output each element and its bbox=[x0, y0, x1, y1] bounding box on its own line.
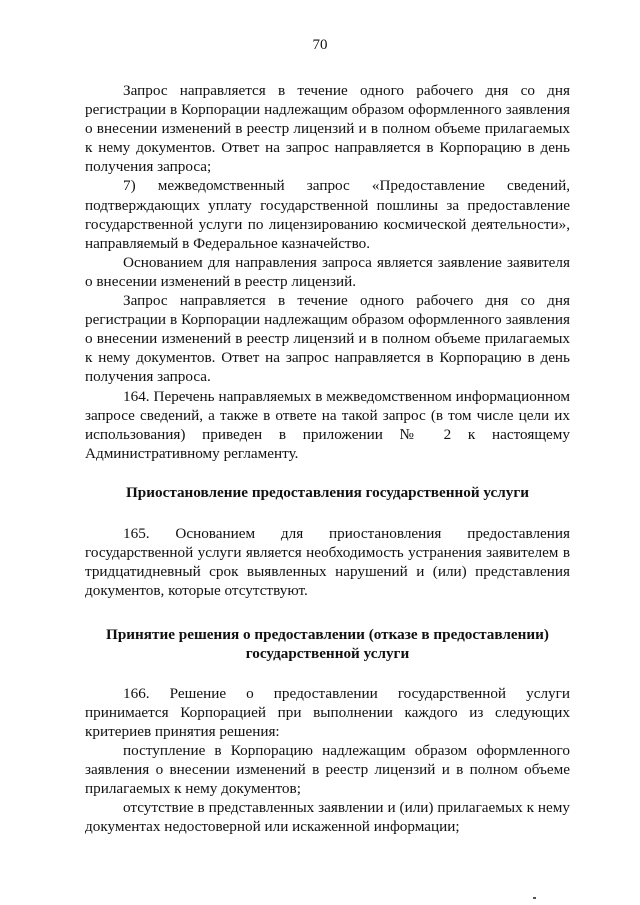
scan-artifact bbox=[533, 897, 536, 899]
paragraph-164: 164. Перечень направляемых в межведомственном информационном запросе сведений, а также в ответе на такой запрос (в том числе цели их использования) приведен в приложении № 2 к настоящему Административному регламенту. bbox=[85, 387, 570, 462]
document-body bbox=[85, 81, 570, 836]
paragraph-request-basis: Основанием для направления запроса является заявление заявителя о внесении изменений в реестр лицензий. bbox=[85, 253, 570, 290]
paragraph-criterion-accuracy: отсутствие в представленных заявлении и (или) прилагаемых к нему документах недостоверной или искаженной информации; bbox=[85, 799, 570, 836]
heading-decision-line-1: Принятие решения о предоставлении (отказе в предоставлении) bbox=[106, 626, 549, 644]
paragraph-166: 166. Решение о предоставлении государственной услуги принимается Корпорацией при выполнении каждого из следующих критериев принятия решения: bbox=[85, 684, 570, 740]
paragraph-criterion-submission: поступление в Корпорацию надлежащим образом оформленного заявления о внесении изменений в реестр лицензий и в полном объеме прилагаемых к нему документов; bbox=[85, 741, 570, 797]
heading-decision bbox=[85, 625, 570, 663]
paragraph-165: 165. Основанием для приостановления предоставления государственной услуги является необходимость устранения заявителем в тридцатидневный срок выявленных нарушений и (или) представления документов, которые отсутствуют. bbox=[85, 524, 570, 600]
heading-suspension: Приостановление предоставления государственной услуги bbox=[125, 483, 530, 501]
paragraph-request-deadline-1: Запрос направляется в течение одного рабочего дня со дня регистрации в Корпорации надлежащим образом оформленного заявления о внесении изменений в реестр лицензий и в полном объеме прилагаемых к нему документов. Ответ на запрос направляется в Корпорацию в день получения запроса; bbox=[85, 82, 570, 176]
paragraph-request-deadline-2: Запрос направляется в течение одного рабочего дня со дня регистрации в Корпорации надлежащим образом оформленного заявления о внесении изменений в реестр лицензий и в полном объеме прилагаемых к нему документов. Ответ на запрос направляется в Корпорацию в день получения запроса. bbox=[85, 292, 570, 386]
paragraph-treasury-request: 7) межведомственный запрос «Предоставление сведений, подтверждающих уплату государственной пошлины за предоставление государственной услуги по лицензированию космической деятельности», направляемый в Федеральное казначейство. bbox=[85, 177, 570, 252]
page-number: 70 bbox=[312, 37, 328, 53]
heading-decision-line-2: государственной услуги bbox=[245, 645, 410, 663]
